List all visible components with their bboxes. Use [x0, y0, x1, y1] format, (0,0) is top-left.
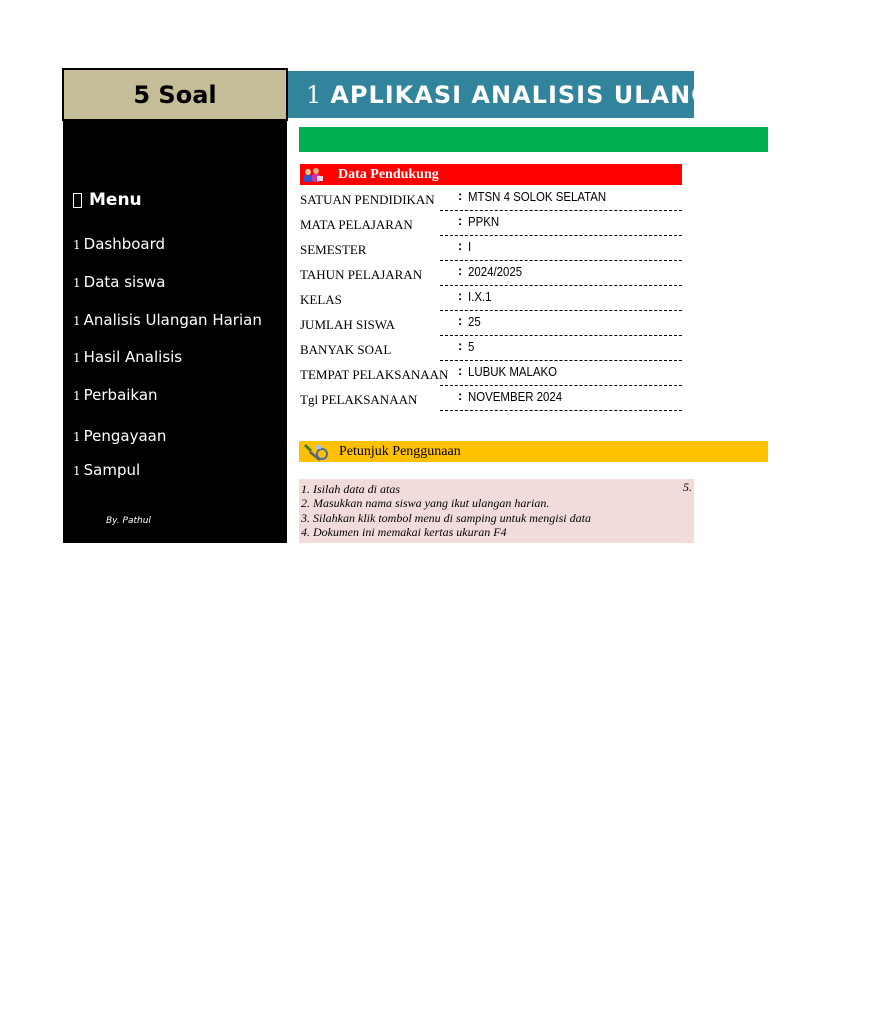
app-title-banner: [288, 71, 873, 118]
sidebar-item-perbaikan[interactable]: [73, 386, 158, 404]
field-value[interactable]: PPKN: [468, 214, 500, 229]
soal-count-label: 5 Soal: [133, 80, 217, 109]
field-value[interactable]: I.X.1: [468, 289, 492, 304]
field-mata-pelajaran: [300, 211, 682, 236]
sidebar-item-label: Dashboard: [83, 235, 166, 253]
field-colon: :: [458, 388, 463, 403]
field-label: KELAS: [300, 292, 342, 307]
field-banyak-soal: [300, 336, 682, 361]
field-label: TAHUN PELAJARAN: [300, 267, 423, 282]
field-label: Tgl PELAKSANAAN: [300, 392, 418, 407]
field-satuan-pendidikan: [300, 186, 682, 211]
data-pendukung-title: Data Pendukung: [338, 166, 439, 182]
app-title: APLIKASI ANALISIS ULANGAN HARIAN: [330, 80, 873, 109]
menu-title: [73, 190, 142, 210]
menu-icon: [73, 193, 82, 208]
petunjuk-title: Petunjuk Penggunaan: [339, 443, 461, 459]
sidebar-item-number: 1: [73, 276, 81, 290]
sidebar-item-data-siswa[interactable]: [73, 273, 165, 291]
field-colon: :: [458, 363, 463, 378]
field-jumlah-siswa: [300, 311, 682, 336]
field-semester: [300, 236, 682, 261]
sidebar-item-label: Sampul: [83, 461, 141, 479]
field-kelas: [300, 286, 682, 311]
sidebar-item-label: Pengayaan: [83, 427, 167, 445]
field-colon: :: [458, 188, 463, 203]
sidebar-item-label: Data siswa: [83, 273, 166, 291]
field-colon: :: [458, 213, 463, 228]
menu-title-label: Menu: [89, 190, 142, 210]
sidebar-item-analisis[interactable]: [73, 311, 262, 329]
people-icon: [302, 167, 324, 183]
sidebar-item-label: Hasil Analisis: [83, 348, 183, 366]
field-underline: [440, 410, 682, 411]
petunjuk-box: [299, 479, 694, 543]
sidebar-item-sampul[interactable]: [73, 461, 140, 479]
field-colon: :: [458, 238, 463, 253]
soal-count-cell: [62, 68, 288, 121]
field-label: TEMPAT PELAKSANAAN: [300, 367, 449, 382]
data-pendukung-header: [300, 164, 682, 185]
field-label: BANYAK SOAL: [300, 342, 392, 357]
sidebar-menu: [63, 121, 287, 543]
author-byline: By. Pathul: [106, 516, 151, 526]
sidebar-item-hasil-analisis[interactable]: [73, 348, 182, 366]
field-tahun-pelajaran: [300, 261, 682, 286]
green-banner-bar: [299, 127, 768, 152]
field-label: MATA PELAJARAN: [300, 217, 413, 232]
app-title-number: 1: [306, 80, 323, 109]
field-colon: :: [458, 338, 463, 353]
field-value[interactable]: LUBUK MALAKO: [468, 364, 558, 379]
field-value[interactable]: NOVEMBER 2024: [468, 389, 563, 404]
sidebar-item-pengayaan[interactable]: [73, 427, 166, 445]
field-value[interactable]: I: [468, 239, 472, 254]
sidebar-item-number: 1: [73, 464, 81, 478]
petunjuk-header: [299, 441, 768, 462]
petunjuk-line: 3. Silahkan klik tombol menu di samping untuk mengisi data: [301, 511, 591, 525]
field-value[interactable]: MTSN 4 SOLOK SELATAN: [468, 189, 607, 204]
sidebar-item-number: 1: [73, 238, 81, 252]
field-value[interactable]: 25: [468, 314, 481, 329]
sidebar-item-label: Analisis Ulangan Harian: [83, 311, 262, 329]
petunjuk-line: 1. Isilah data di atas: [301, 482, 401, 496]
field-value[interactable]: 2024/2025: [468, 264, 523, 279]
petunjuk-line-5: 5.: [683, 480, 692, 494]
sidebar-item-label: Perbaikan: [83, 386, 158, 404]
sidebar-item-number: 1: [73, 430, 81, 444]
tools-icon: [303, 442, 329, 461]
petunjuk-line: 4. Dokumen ini memakai kertas ukuran F4: [301, 525, 507, 539]
petunjuk-line: 2. Masukkan nama siswa yang ikut ulangan harian.: [301, 496, 550, 510]
sidebar-item-number: 1: [73, 351, 81, 365]
field-colon: :: [458, 288, 463, 303]
field-label: SATUAN PENDIDIKAN: [300, 192, 435, 207]
field-label: JUMLAH SISWA: [300, 317, 395, 332]
sidebar-item-number: 1: [73, 389, 81, 403]
field-tgl-pelaksanaan: [300, 386, 682, 411]
field-label: SEMESTER: [300, 242, 367, 257]
sidebar-item-number: 1: [73, 314, 81, 328]
field-colon: :: [458, 313, 463, 328]
field-colon: :: [458, 263, 463, 278]
sidebar-item-dashboard[interactable]: [73, 235, 165, 253]
field-tempat-pelaksanaan: [300, 361, 682, 386]
field-value[interactable]: 5: [468, 339, 475, 354]
